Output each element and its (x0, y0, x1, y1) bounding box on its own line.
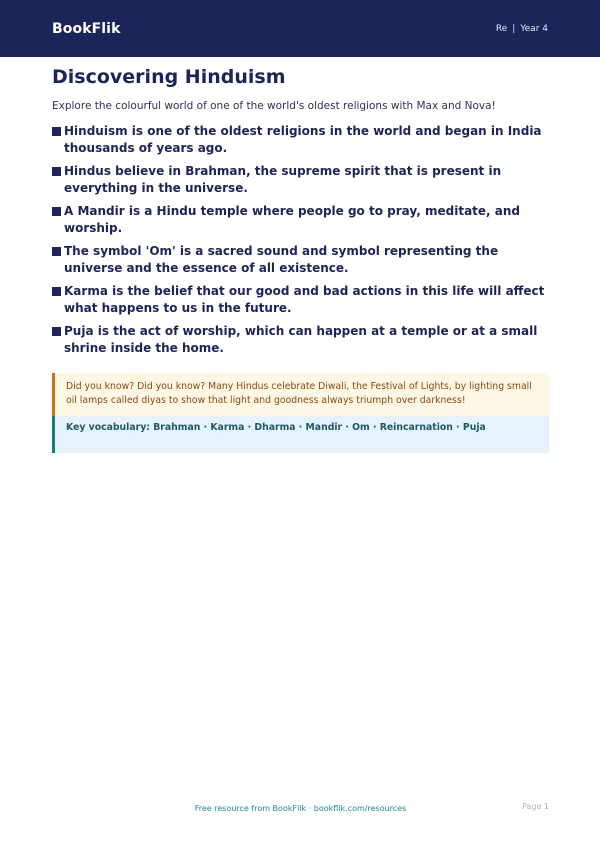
square-bullet-icon (52, 247, 61, 256)
list-item (52, 203, 549, 237)
page-title: Discovering Hinduism (52, 66, 286, 88)
page-number: Page 1 (522, 802, 549, 811)
square-bullet-icon (52, 127, 61, 136)
subject-label: Re (495, 23, 508, 34)
square-bullet-icon (52, 287, 61, 296)
fact-text: Hindus believe in Brahman, the supreme spirit that is present in everything in the universe. (64, 163, 502, 195)
list-item (52, 123, 549, 157)
list-item (52, 163, 549, 197)
header-meta (496, 24, 548, 34)
fact-text: Hinduism is one of the oldest religions in the world and began in India thousands of years ago. (64, 123, 542, 155)
fact-text: The symbol 'Om' is a sacred sound and symbol representing the universe and the essence of all existence. (64, 243, 499, 275)
square-bullet-icon (52, 207, 61, 216)
list-item (52, 283, 549, 317)
intro-text: Explore the colourful world of one of the world's oldest religions with Max and Nova! (52, 100, 496, 112)
key-vocabulary-box: Key vocabulary: Brahman · Karma · Dharma · Mandir · Om · Reincarnation · Puja (52, 416, 549, 453)
list-item (52, 323, 549, 357)
fact-list (52, 123, 549, 357)
square-bullet-icon (52, 167, 61, 176)
meta-separator: | (512, 23, 516, 34)
did-you-know-callout: Did you know? Did you know? Many Hindus celebrate Diwali, the Festival of Lights, by lighting small oil lamps called diyas to show that light and goodness always triumph over darkness! (52, 373, 549, 416)
page-header (0, 0, 600, 57)
square-bullet-icon (52, 327, 61, 336)
page-footer (52, 802, 549, 814)
brand-logo-text[interactable]: BookFlik (52, 20, 121, 37)
fact-text: A Mandir is a Hindu temple where people go to pray, meditate, and worship. (64, 203, 521, 235)
footer-resource-link[interactable]: Free resource from BookFlik · bookflik.com/resources (194, 803, 407, 813)
fact-text: Karma is the belief that our good and bad actions in this life will affect what happens to us in the future. (64, 283, 545, 315)
year-label: Year 4 (520, 23, 548, 34)
list-item (52, 243, 549, 277)
fact-text: Puja is the act of worship, which can happen at a temple or at a small shrine inside the home. (64, 323, 538, 355)
main-content (52, 66, 549, 453)
